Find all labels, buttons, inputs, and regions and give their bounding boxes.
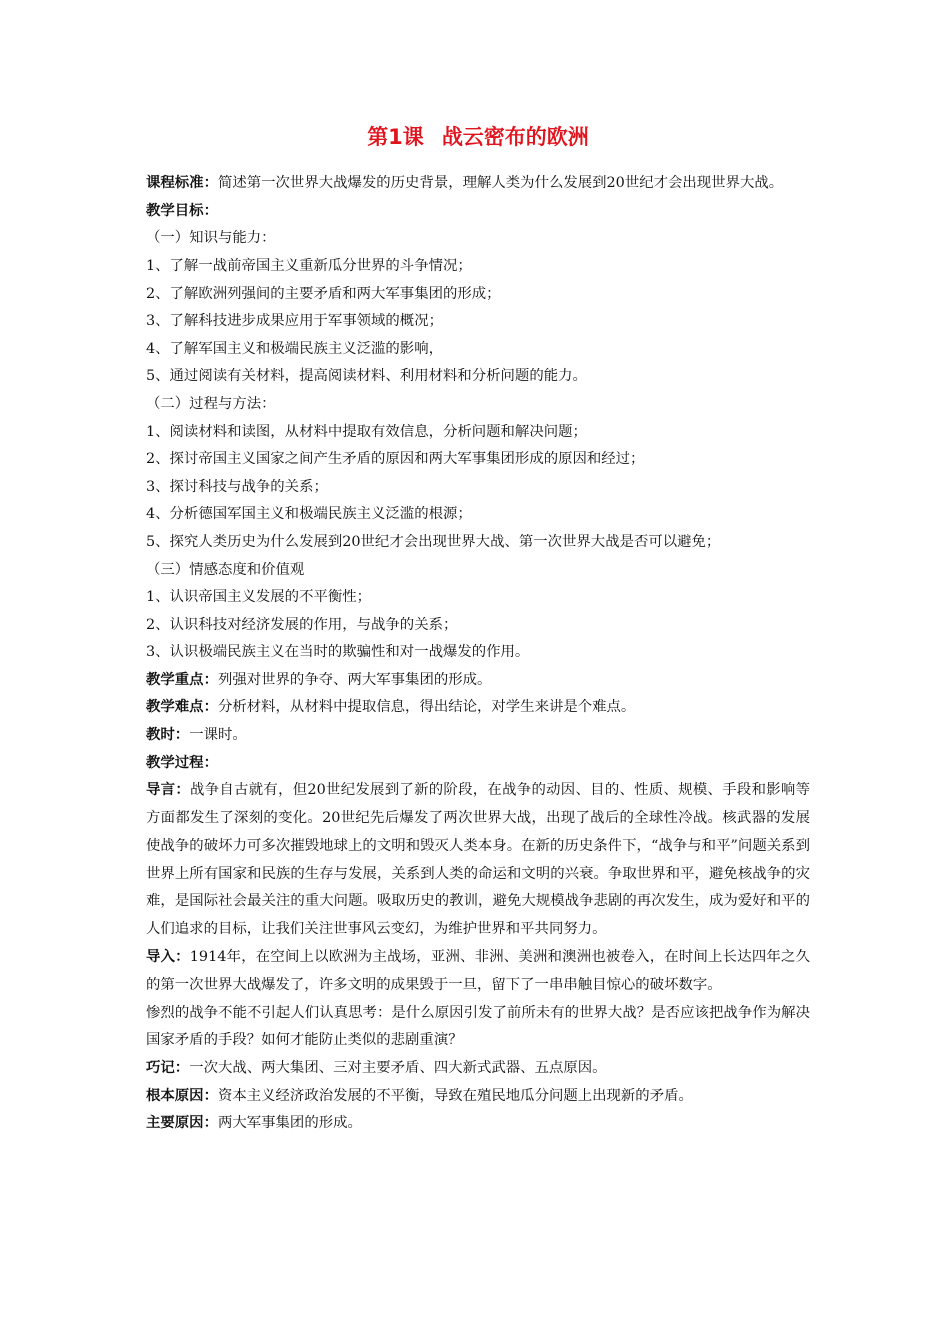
goal-item: 1、阅读材料和读图，从材料中提取有效信息，分析问题和解决问题； <box>146 423 587 440</box>
main-cause <box>146 1110 810 1138</box>
process-heading: 教学过程： <box>146 754 218 771</box>
class-hours-label: 教时： <box>146 727 190 744</box>
root-cause-text: 资本主义经济政治发展的不平衡，导致在殖民地瓜分问题上出现新的矛盾。 <box>217 1087 693 1104</box>
goal-item: 2、了解欧洲列强间的主要矛盾和两大军事集团的形成； <box>146 285 501 302</box>
class-hours <box>146 722 810 750</box>
intro-text: 1914年，在空间上以欧洲为主战场，亚洲、非洲、美洲和澳洲也被卷入，在时间上长达四年之久的第一次世界大战爆发了，许多文明的成果毁于一旦，留下了一串串触目惊心的破坏数字。 <box>146 949 810 993</box>
goal-item: 1、认识帝国主义发展的不平衡性； <box>146 589 372 606</box>
goals-section-title: （二）过程与方法： <box>146 395 276 412</box>
goal-item: 3、了解科技进步成果应用于军事领域的概况； <box>146 313 443 330</box>
lesson-title <box>146 120 810 154</box>
curriculum-standard-label: 课程标准： <box>146 175 218 191</box>
class-hours-text: 一课时。 <box>189 727 247 744</box>
mnemonic-label: 巧记： <box>146 1060 190 1077</box>
curriculum-standard-text: 简述第一次世界大战爆发的历史背景，理解人类为什么发展到20世纪才会出现世界大战。 <box>217 175 784 191</box>
difficulty <box>146 694 810 722</box>
document-body <box>146 120 810 1138</box>
goal-item: 4、分析德国军国主义和极端民族主义泛滥的根源； <box>146 506 472 523</box>
goal-item: 5、通过阅读有关材料，提高阅读材料、利用材料和分析问题的能力。 <box>146 368 587 385</box>
preface-paragraph <box>146 777 810 944</box>
preface-label: 导言： <box>146 782 191 799</box>
goal-item: 4、了解军国主义和极端民族主义泛滥的影响， <box>146 340 443 357</box>
mnemonic-text: 一次大战、两大集团、三对主要矛盾、四大新式武器、五点原因。 <box>189 1060 607 1077</box>
key-point-text: 列强对世界的争夺、两大军事集团的形成。 <box>217 671 492 688</box>
goals-section-title: （三）情感态度和价值观 <box>146 561 305 578</box>
mnemonic <box>146 1055 810 1083</box>
lesson-name: 战云密布的欧洲 <box>441 125 589 149</box>
reflection-paragraph: 惨烈的战争不能不引起人们认真思考：是什么原因引发了前所未有的世界大战？是否应该把战争作为解决国家矛盾的手段？如何才能防止类似的悲剧重演？ <box>146 1004 810 1049</box>
preface-text: 战争自古就有，但20世纪发展到了新的阶段，在战争的动因、目的、性质、规模、手段和影响等方面都发生了深刻的变化。20世纪先后爆发了两次世界大战，出现了战后的全球性冷战。核武器的发展使战争的破坏力可多次摧毁地球上的文明和毁灭人类本身。在新的历史条件下，“战争与和平”问题关系到世界上所有国家和民族的生存与发展，关系到人类的命运和文明的兴衰。争取世界和平，避免核战争的灾难，是国际社会最关注的重大问题。吸取历史的教训，避免大规模战争悲剧的再次发生，成为爱好和平的人们追求的目标，让我们关注世事风云变幻，为维护世界和平共同努力。 <box>146 782 810 938</box>
difficulty-label: 教学难点： <box>146 699 218 716</box>
key-point-label: 教学重点： <box>146 671 218 688</box>
goal-item: 2、认识科技对经济发展的作用，与战争的关系； <box>146 616 458 633</box>
main-cause-label: 主要原因： <box>146 1115 218 1132</box>
goal-item: 2、探讨帝国主义国家之间产生矛盾的原因和两大军事集团形成的原因和经过； <box>146 451 645 468</box>
lesson-number: 第1课 <box>367 125 424 149</box>
root-cause-label: 根本原因： <box>146 1087 218 1104</box>
root-cause <box>146 1083 810 1111</box>
goals-heading: 教学目标： <box>146 202 218 219</box>
goal-item: 5、探究人类历史为什么发展到20世纪才会出现世界大战、第一次世界大战是否可以避免； <box>146 533 721 550</box>
goal-item: 3、认识极端民族主义在当时的欺骗性和对一战爆发的作用。 <box>146 644 530 661</box>
goals-section-title: （一）知识与能力： <box>146 230 276 247</box>
main-cause-text: 两大军事集团的形成。 <box>217 1115 362 1132</box>
goal-item: 1、了解一战前帝国主义重新瓜分世界的斗争情况； <box>146 257 472 274</box>
key-point <box>146 667 810 695</box>
curriculum-standard <box>146 170 810 198</box>
difficulty-text: 分析材料，从材料中提取信息，得出结论，对学生来讲是个难点。 <box>217 699 636 716</box>
goal-item: 3、探讨科技与战争的关系； <box>146 478 328 495</box>
intro-label: 导入： <box>146 949 190 966</box>
intro-paragraph <box>146 944 810 1000</box>
